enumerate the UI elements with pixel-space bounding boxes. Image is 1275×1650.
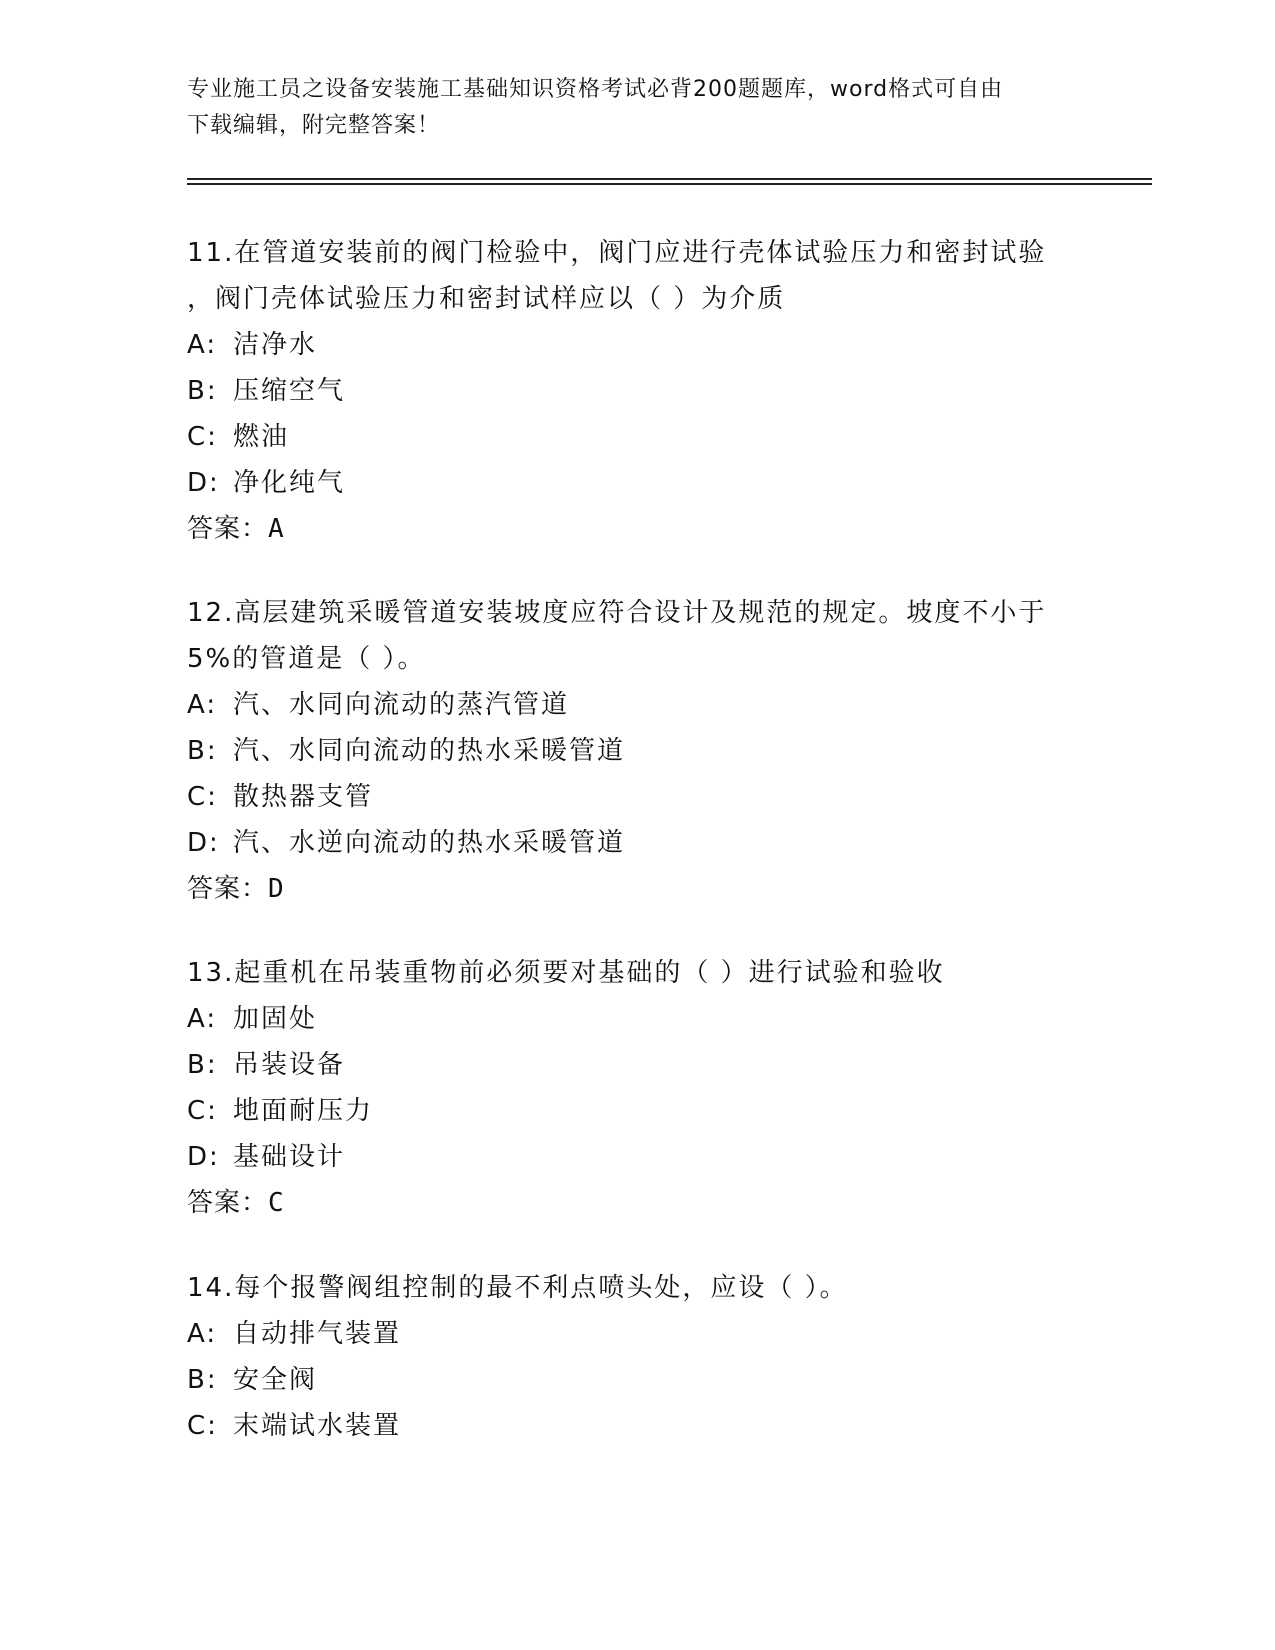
- answer-line: [187, 1180, 1087, 1226]
- option-label: D:: [187, 1142, 220, 1172]
- answer-line: [187, 506, 1087, 552]
- option-b: [187, 1357, 1087, 1403]
- option-text: 末端试水装置: [233, 1411, 402, 1441]
- option-b: [187, 728, 1087, 774]
- option-b: [187, 368, 1087, 414]
- header-divider-bottom: [187, 183, 1152, 185]
- question-12: [187, 590, 1087, 912]
- answer-value: D: [268, 874, 285, 904]
- question-stem: 13.起重机在吊装重物前必须要对基础的（ ）进行试验和验收: [187, 958, 945, 988]
- option-label: A:: [187, 690, 218, 720]
- option-label: C:: [187, 1096, 218, 1126]
- header-line-1: 专业施工员之设备安装施工基础知识资格考试必背200题题库，word格式可自由: [187, 77, 1004, 102]
- header-divider-top: [187, 178, 1152, 180]
- option-text: 压缩空气: [233, 376, 346, 406]
- option-label: B:: [187, 376, 218, 406]
- option-c: [187, 414, 1087, 460]
- option-label: C:: [187, 782, 218, 812]
- option-label: A:: [187, 1004, 218, 1034]
- option-text: 加固处: [233, 1004, 318, 1034]
- question-stem: 14.每个报警阀组控制的最不利点喷头处，应设（ ）。: [187, 1273, 848, 1303]
- option-label: C:: [187, 422, 218, 452]
- answer-line: [187, 866, 1087, 912]
- option-d: [187, 820, 1087, 866]
- option-label: A:: [187, 330, 218, 360]
- option-c: [187, 1088, 1087, 1134]
- option-label: C:: [187, 1411, 218, 1441]
- option-text: 汽、水同向流动的热水采暖管道: [233, 736, 626, 766]
- option-text: 吊装设备: [233, 1050, 346, 1080]
- option-c: [187, 774, 1087, 820]
- option-text: 安全阀: [233, 1365, 318, 1395]
- option-text: 地面耐压力: [233, 1096, 374, 1126]
- answer-value: A: [268, 514, 285, 544]
- option-a: [187, 682, 1087, 728]
- question-13: [187, 950, 1087, 1226]
- answer-value: C: [268, 1188, 285, 1218]
- option-d: [187, 1134, 1087, 1180]
- question-11: [187, 230, 1087, 552]
- option-label: D:: [187, 828, 220, 858]
- option-text: 净化纯气: [233, 468, 346, 498]
- option-label: B:: [187, 1050, 218, 1080]
- option-b: [187, 1042, 1087, 1088]
- option-text: 汽、水同向流动的蒸汽管道: [233, 690, 570, 720]
- document-header: [187, 72, 1087, 144]
- question-stem: 12.高层建筑采暖管道安装坡度应符合设计及规范的规定。坡度不小于: [187, 598, 1047, 628]
- option-text: 洁净水: [233, 330, 318, 360]
- header-line-2: 下载编辑，附完整答案！: [187, 113, 441, 138]
- answer-label: 答案：: [187, 1188, 269, 1218]
- question-stem-continued: 5%的管道是（ ）。: [187, 644, 426, 674]
- option-text: 自动排气装置: [233, 1319, 402, 1349]
- option-label: B:: [187, 736, 218, 766]
- option-a: [187, 996, 1087, 1042]
- option-a: [187, 1311, 1087, 1357]
- answer-label: 答案：: [187, 514, 269, 544]
- option-a: [187, 322, 1087, 368]
- option-text: 汽、水逆向流动的热水采暖管道: [233, 828, 626, 858]
- option-d: [187, 460, 1087, 506]
- option-text: 散热器支管: [233, 782, 374, 812]
- option-c: [187, 1403, 1087, 1449]
- option-text: 基础设计: [233, 1142, 346, 1172]
- option-label: B:: [187, 1365, 218, 1395]
- answer-label: 答案：: [187, 874, 269, 904]
- option-label: A:: [187, 1319, 218, 1349]
- question-14: [187, 1265, 1087, 1449]
- question-stem-continued: ，阀门壳体试验压力和密封试样应以（ ）为介质: [187, 284, 786, 314]
- option-text: 燃油: [233, 422, 290, 452]
- option-label: D:: [187, 468, 220, 498]
- question-stem: 11.在管道安装前的阀门检验中，阀门应进行壳体试验压力和密封试验: [187, 238, 1047, 268]
